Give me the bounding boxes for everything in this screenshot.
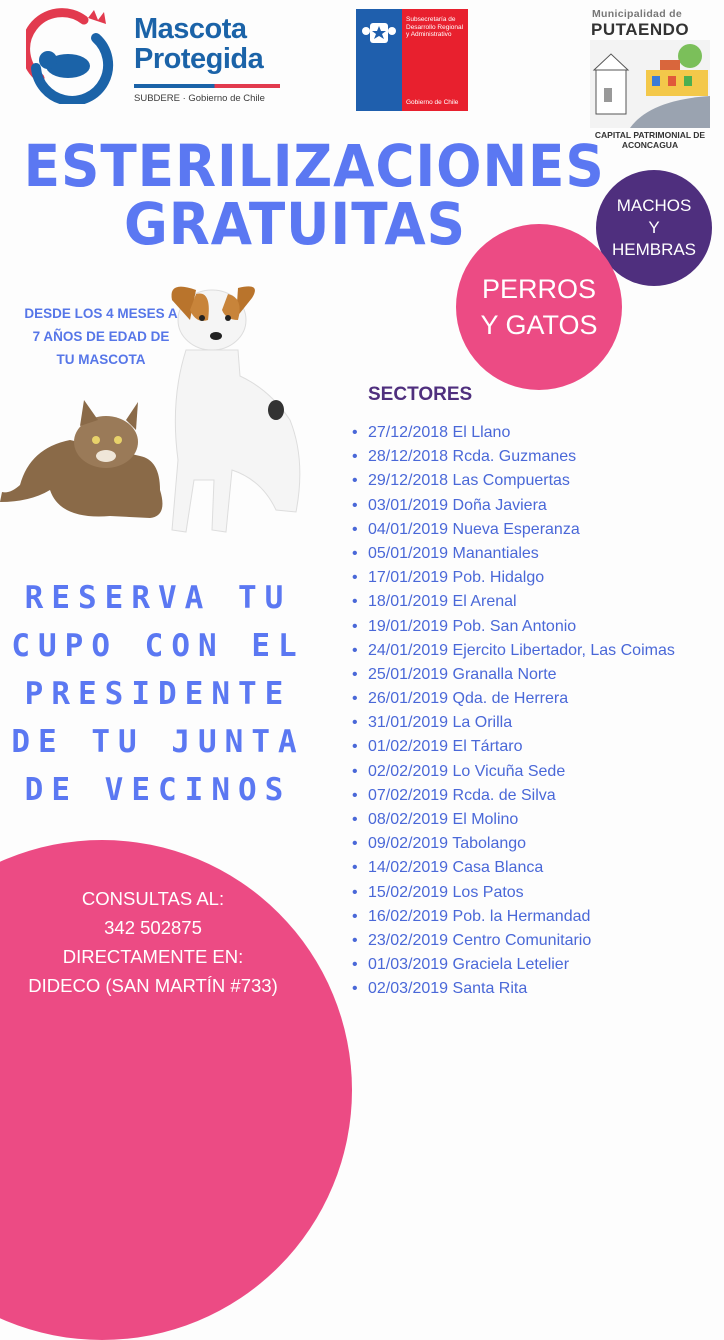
reserva-line: PRESIDENTE [24, 676, 292, 712]
contact-info [0, 884, 306, 1000]
list-item: • 17/01/2019 Pob. Hidalgo [352, 566, 724, 590]
badge-machos-hembras-text: MACHOS Y HEMBRAS [611, 196, 697, 259]
list-item: • 01/03/2019 Graciela Letelier [352, 953, 724, 977]
list-item: • 09/02/2019 Tabolango [352, 832, 724, 856]
contact-label: CONSULTAS AL: [81, 888, 225, 909]
headline-line2: GRATUITAS [124, 190, 466, 258]
chile-shield-icon [362, 17, 396, 49]
list-item: • 25/01/2019 Granalla Norte [352, 663, 724, 687]
list-item: • 07/02/2019 Rcda. de Silva [352, 784, 724, 808]
list-item: • 24/01/2019 Ejercito Libertador, Las Coimas [352, 639, 724, 663]
list-item: • 23/02/2019 Centro Comunitario [352, 929, 724, 953]
list-item: • 18/01/2019 El Arenal [352, 590, 724, 614]
cat-illustration [0, 400, 162, 518]
contact-address: DIDECO (SAN MARTÍN #733) [28, 975, 278, 996]
list-item: • 29/12/2018 Las Compuertas [352, 469, 724, 493]
list-item: • 02/03/2019 Santa Rita [352, 977, 724, 1001]
muni-name: PUTAENDO [591, 20, 690, 39]
mascota-protegida-logo [26, 8, 122, 104]
list-item: • 26/01/2019 Qda. de Herrera [352, 687, 724, 711]
mascota-title-line2: Protegida [134, 43, 264, 75]
contact-direct-label: DIRECTAMENTE EN: [62, 946, 244, 967]
contact-phone: 342 502875 [104, 917, 202, 938]
subdere-title: Subsecretaría de Desarrollo Regional y Administrativo [406, 16, 464, 38]
mascota-divider [134, 84, 280, 88]
list-item: • 19/01/2019 Pob. San Antonio [352, 615, 724, 639]
reserva-message [8, 574, 308, 814]
badge-machos-hembras [596, 170, 712, 286]
headline-line1: ESTERILIZACIONES [23, 132, 605, 200]
badge-perros-gatos [456, 224, 622, 390]
list-item: • 03/01/2019 Doña Javiera [352, 494, 724, 518]
list-item: • 31/01/2019 La Orilla [352, 711, 724, 735]
list-item: • 02/02/2019 Lo Vicuña Sede [352, 760, 724, 784]
muni-caption: CAPITAL PATRIMONIAL DE ACONCAGUA [594, 130, 706, 150]
putaendo-street-illustration [590, 40, 710, 128]
list-item: • 01/02/2019 El Tártaro [352, 735, 724, 759]
list-item: • 27/12/2018 El Llano [352, 421, 724, 445]
dog-illustration [172, 286, 300, 532]
list-item: • 05/01/2019 Manantiales [352, 542, 724, 566]
list-item: • 08/02/2019 El Molino [352, 808, 724, 832]
reserva-line: RESERVA TU [24, 580, 292, 616]
badge-perros-gatos-text: PERROS Y GATOS [480, 274, 598, 340]
mascota-title-line1: Mascota [134, 13, 247, 45]
subdere-gobierno: Gobierno de Chile [406, 99, 459, 106]
sectors-heading: SECTORES [368, 384, 473, 405]
reserva-line: DE VECINOS [24, 772, 292, 808]
sectors-list [352, 421, 724, 1002]
list-item: • 14/02/2019 Casa Blanca [352, 856, 724, 880]
mascota-subtitle: SUBDERE · Gobierno de Chile [134, 93, 265, 104]
dog-and-cat-photo [0, 280, 310, 540]
list-item: • 04/01/2019 Nueva Esperanza [352, 518, 724, 542]
reserva-line: DE TU JUNTA [11, 724, 305, 760]
reserva-line: CUPO CON EL [11, 628, 305, 664]
list-item: • 28/12/2018 Rcda. Guzmanes [352, 445, 724, 469]
list-item: • 15/02/2019 Los Patos [352, 881, 724, 905]
muni-label: Municipalidad de [592, 8, 682, 20]
age-range-text: DESDE LOS 4 MESES A 7 AÑOS DE EDAD DE TU MASCOTA [24, 306, 178, 367]
list-item: • 16/02/2019 Pob. la Hermandad [352, 905, 724, 929]
subdere-logo [356, 9, 468, 111]
